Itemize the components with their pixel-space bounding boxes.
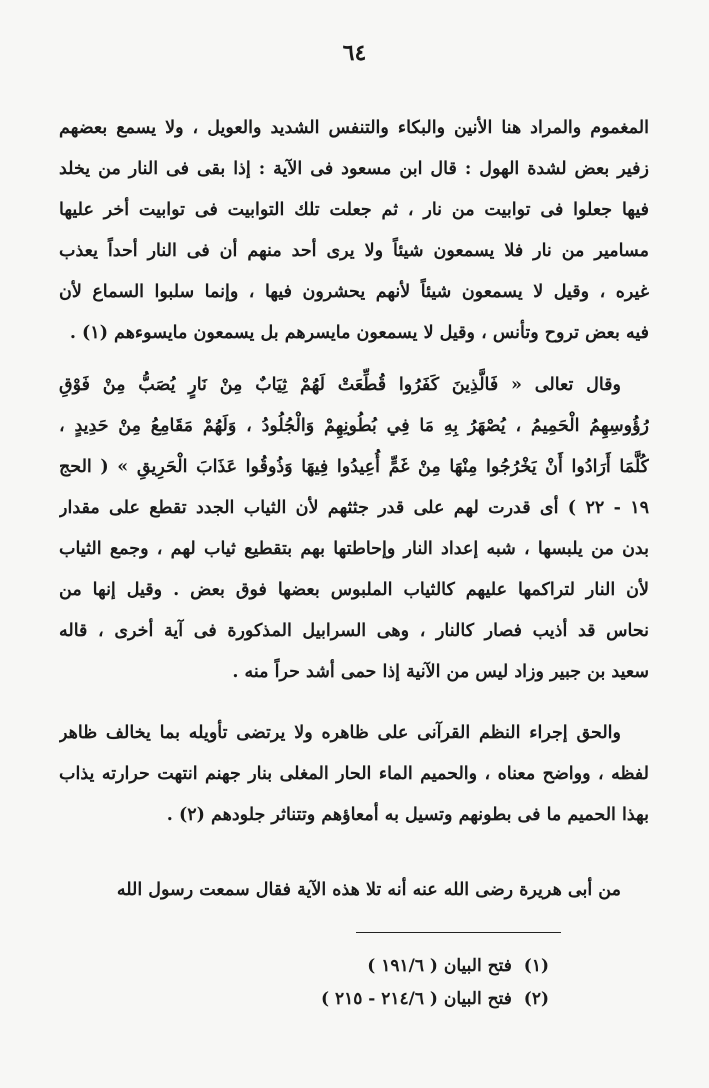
text-line: نحاس قد أذيب فصار كالنار ، وهى السرابيل المذكورة فى آية أخرى ، قاله [59,621,649,641]
paragraph-1 [59,108,649,354]
quran-verse-line: رُؤُوسِهِمُ الْحَمِيمُ ، يُصْهَرُ بِهِ مَا فِي بُطُونِهِمْ وَالْجُلُودُ ، وَلَهُمْ مَقَامِعُ مِنْ حَدِيدٍ ، [59,416,649,436]
page-number: ٦٤ [342,40,367,66]
text-line: المغموم والمراد هنا الأنين والبكاء والتنفس الشديد والعويل ، ولا يسمع بعضهم [59,118,649,138]
text-line: لأن النار لتراكمها عليهم كالثياب الملبوس بعضها فوق بعض . وقيل إنها من [59,580,649,600]
footnote-number: (١) [523,956,549,976]
footnotes [189,950,549,1016]
footnote-number: (٢) [523,989,549,1009]
text-line: من أبى هريرة رضى الله عنه أنه تلا هذه الآية فقال سمعت رسول الله [116,880,621,900]
text-line: والحق إجراء النظم القرآنى على ظاهره ولا يرتضى تأويله بما يخالف ظاهر [59,723,621,743]
footnote-text: فتح البيان ( ١٩١/٦ ) [367,956,512,976]
text-line: ١٩ - ٢٢ ) أى قدرت لهم على قدر جثثهم لأن الثياب الجدد تقطع على مقدار [59,498,649,518]
footnote-text: فتح البيان ( ٢١٤/٦ - ٢١٥ ) [320,989,512,1009]
footnote-divider [356,932,561,933]
footnote [189,983,549,1016]
quran-verse-line: كُلَّمَا أَرَادُوا أَنْ يَخْرُجُوا مِنْهَا مِنْ غَمٍّ أُعِيدُوا فِيهَا وَذُوقُوا عَذَابَ الْحَرِيقِ » ( الحج [59,457,649,477]
paragraph-2 [59,365,649,693]
text-line: فيها جعلوا فى توابيت من نار ، ثم جعلت تلك التوابيت فى توابيت أخر عليها [59,200,649,220]
text-line: زفير بعض لشدة الهول : قال ابن مسعود فى الآية : إذا بقى فى النار من يخلد [59,159,649,179]
text-line: سعيد بن جبير وزاد ليس من الآنية إذا حمى أشد حراً منه . [232,662,649,682]
footnote [189,950,549,983]
text-line: فيه بعض تروح وتأنس ، وقيل لا يسمعون مايسرهم بل يسمعون مايسوءهم (١) . [69,323,649,343]
paragraph-4 [59,870,649,911]
text-line: بدن من يلبسها ، شبه إعداد النار وإحاطتها بهم بتقطيع ثياب لهم ، وجمع الثياب [59,539,649,559]
paragraph-3 [59,713,649,836]
text-line: بهذا الحميم ما فى بطونهم وتسيل به أمعاؤهم وتتناثر جلودهم (٢) . [166,805,649,825]
text-line: غيره ، وقيل لا يسمعون شيئاً لأنهم يحشرون فيها ، وإنما سلبوا السماع لأن [59,282,649,302]
text-line: وقال تعالى « فَالَّذِينَ كَفَرُوا قُطِّعَتْ لَهُمْ ثِيَابٌ مِنْ نَارٍ يُصَبُّ مِنْ فَوْقِ [59,375,621,395]
text-line: مسامير من نار فلا يسمعون شيئاً ولا يرى أحد منهم أن فى النار أحداً يعذب [59,241,649,261]
text-line: لفظه ، وواضح معناه ، والحميم الماء الحار المغلى بنار جهنم انتهت حرارته يذاب [59,764,649,784]
